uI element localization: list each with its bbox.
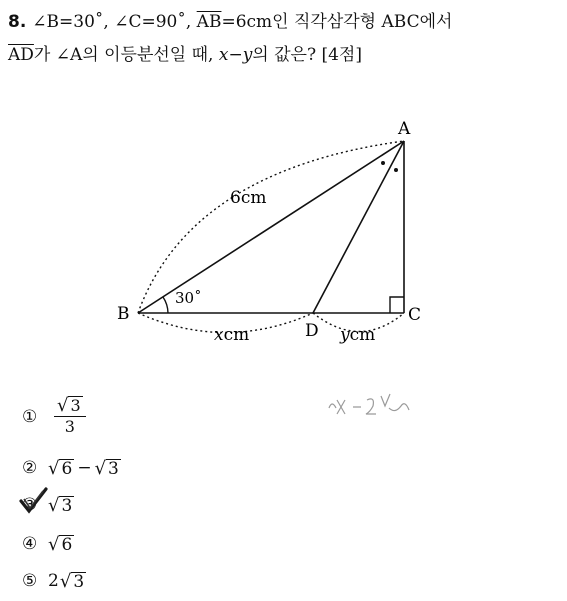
length-label-dc: ycm [340,325,376,345]
choice-1[interactable] [22,396,86,437]
choice-3[interactable] [22,495,74,515]
choice-number: ⑤ [22,571,38,591]
coefficient: 2 [48,571,59,591]
angle-mark-dot [394,168,398,172]
length-label-ab: 6cm [230,188,267,208]
fraction-denominator: 3 [64,417,75,436]
side-ab [138,141,404,313]
fraction [54,396,86,437]
choice-4[interactable] [22,534,74,554]
vertex-label-d: D [305,321,319,341]
choice-2[interactable] [22,458,121,478]
condition-angle-c: ∠C=90˚, [114,12,192,32]
segment-ab: $\overline{AB}$ [196,12,222,32]
choice-5[interactable] [22,571,86,591]
radical: √ 6 [48,457,73,479]
condition-angle-b: ∠B=30˚, [32,12,109,32]
operator: − [77,458,92,478]
right-angle-mark [390,297,404,313]
radical: √ 3 [59,570,85,592]
choice-number [22,495,48,515]
radical: √ 3 [94,457,119,479]
minus-sign: − [228,45,243,65]
choice-number-text: ③ [22,495,38,515]
angle-label-b: 30˚ [175,289,202,307]
choice-number: ① [22,406,38,427]
var-x: x [218,45,229,65]
question-text-end: 의 값은? [4점] [252,45,362,65]
checkmark-icon [18,487,48,515]
angle-arc-b [163,297,168,313]
question-text-part: 가 ∠A의 이등분선일 때, [33,45,219,65]
vertex-label-a: A [398,119,411,139]
segment-ad: $\overline{AD}$ [8,45,34,65]
handwritten-scribble [323,388,418,428]
bisector-ad [313,141,404,313]
length-label-bd: xcm [214,325,250,345]
choice-number: ④ [22,534,38,554]
radical: √ 6 [48,533,73,555]
angle-mark-dot [381,161,385,165]
choice-number: ② [22,458,38,478]
var-y: y [242,45,253,65]
vertex-label-b: B [117,304,130,324]
fraction-numerator: √ 3 [54,396,86,417]
radical: √ 3 [48,494,73,516]
vertex-label-c: C [408,305,422,325]
condition-ab-value: =6cm인 직각삼각형 ABC에서 [221,12,453,32]
question-number: 8. [8,12,27,32]
